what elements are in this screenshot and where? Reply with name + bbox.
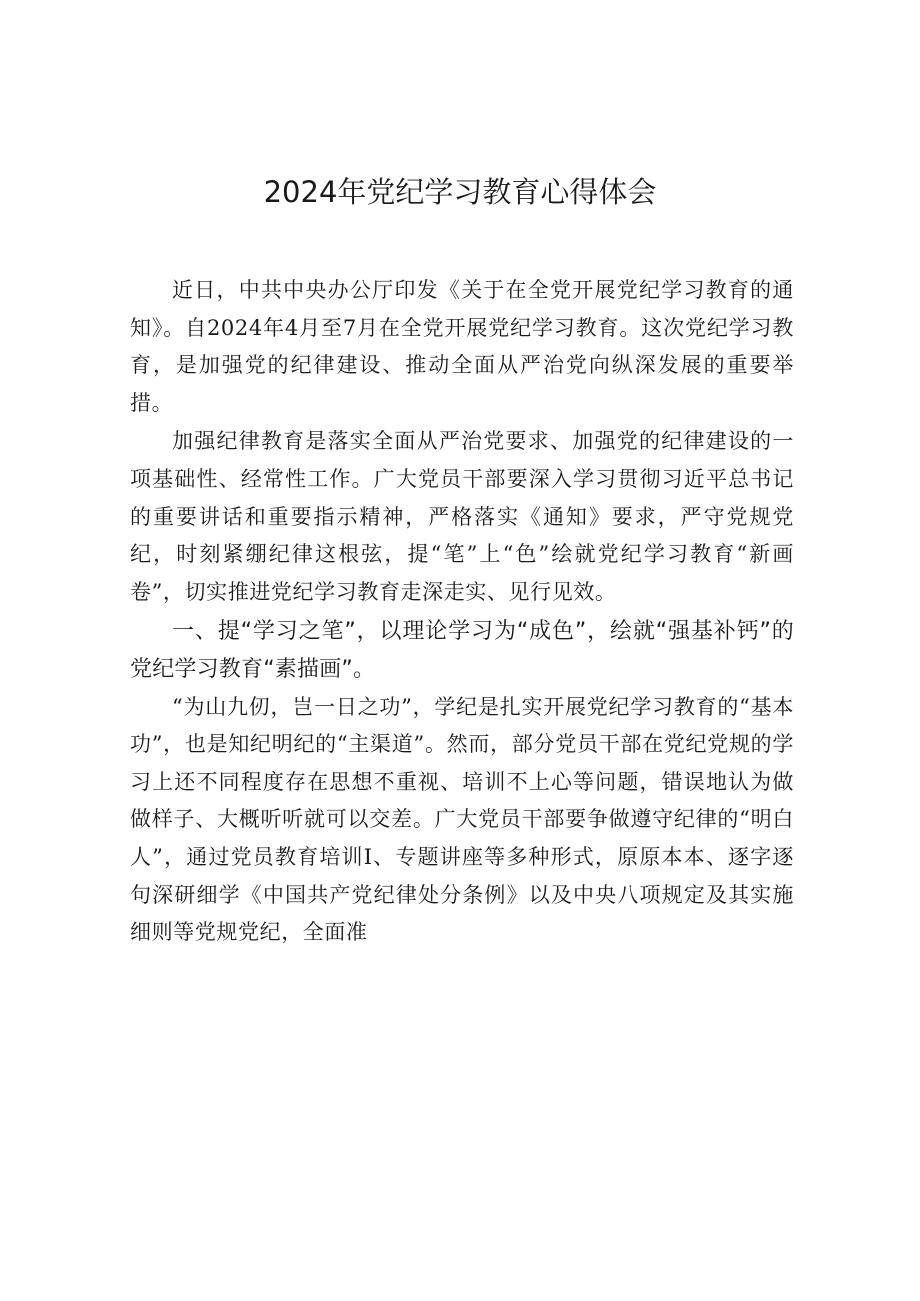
paragraph-section-1: “为山九仞，岂一日之功”，学纪是扎实开展党纪学习教育的“基本功”，也是知纪明纪的“主渠道”。然而，部分党员干部在党纪党规的学习上还不同程度存在思想不重视、培训不上心等问题，错误地认为做做样子、大概听听就可以交差。广大党员干部要争做遵守纪律的“明白人”，通过党员教育培训Ⅰ、专题讲座等多种形式，原原本本、逐字逐句深研细学《中国共产党纪律处分条例》以及中央八项规定及其实施细则等党规党纪，全面准 — [130, 694, 794, 945]
document-body — [130, 272, 794, 952]
paragraph-discipline-education: 加强纪律教育是落实全面从严治党要求、加强党的纪律建设的一项基础性、经常性工作。广大党员干部要深入学习贯彻习近平总书记的重要讲话和重要指示精神，严格落实《通知》要求，严守党规党纪，时刻紧绷纪律这根弦，提“笔”上“色”绘就党纪学习教育“新画卷”，切实推进党纪学习教育走深走实、见行见效。 — [130, 429, 794, 604]
document-title: 2024年党纪学习教育心得体会 — [263, 175, 657, 209]
paragraph-intro: 近日，中共中央办公厅印发《关于在全党开展党纪学习教育的通知》。自2024年4月至7月在全党开展党纪学习教育。这次党纪学习教育，是加强党的纪律建设、推动全面从严治党向纵深发展的重要举措。 — [130, 278, 794, 415]
section-heading-1: 一、提“学习之笔”，以理论学习为“成色”，绘就“强基补钙”的党纪学习教育“素描画”。 — [130, 619, 794, 682]
